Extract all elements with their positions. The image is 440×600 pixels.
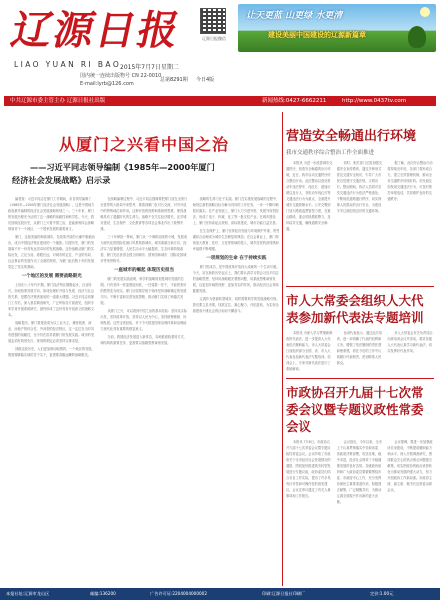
footer-bar bbox=[0, 588, 440, 600]
body-text: 战略提出，厦门要建设成为以工业为主，兼营旅游、商业、房地产的综合性、外向型的经济特区，这一定位在当时具有很强的前瞻性，至今仍在指导着厦门的发展实践。城市的发展必须有规划先行，规划的制定必须坚持实事求是。 bbox=[8, 321, 95, 343]
article-npc bbox=[286, 292, 434, 374]
body-text: 上世纪八十年代中期，厦门经济特区刚刚起步，百业待兴。如何找准发展方向，如何处理好开放与发展、经济与社会的关系，是摆在决策者面前的一道重大课题。习近平同志到厦门工作后，深入基层调查研究，广泛听取各方面意见，组织专家学者开展系统研究，最终形成了这份具有开创意义的战略文本。 bbox=[8, 283, 95, 317]
section-heading: 一座城市的崛起 体现历史担当 bbox=[113, 268, 175, 273]
column-divider bbox=[282, 112, 283, 586]
issue-number: 总第8291期 bbox=[160, 77, 188, 83]
ad-banner[interactable] bbox=[238, 4, 436, 52]
sponsor-line: 中共辽源市委主管主办 辽源日报社出版 bbox=[10, 98, 106, 104]
lead-article bbox=[8, 112, 280, 357]
news-hotline: 新闻热线:0427-6662211 bbox=[262, 98, 327, 104]
masthead-info bbox=[80, 72, 300, 88]
article-traffic-body bbox=[286, 160, 434, 276]
footer-ad-license: 广告许可证:2204004000002 bbox=[150, 591, 207, 596]
tree-icon bbox=[408, 26, 426, 48]
article-cppcc bbox=[286, 384, 434, 589]
masthead bbox=[0, 0, 440, 118]
article-traffic bbox=[286, 128, 434, 276]
body-text: 据了解，此次综合整治行动将持续至年底，各部门将形成合力，建立长效管理机制，推动全市交通秩序持续好转。市民朋友如发现交通违法行为，可及时拨打举报电话，共同维护良好的交通秩序。 bbox=[387, 161, 433, 201]
article-npc-body bbox=[286, 330, 434, 374]
website-link[interactable]: http://www.0437tv.com bbox=[342, 98, 407, 104]
footer-price: 定价:1.00元 bbox=[370, 591, 394, 596]
banner-slogan-1: 让天更蓝 山更绿 水更清 bbox=[246, 11, 343, 21]
body-text: 厦门的成功，是中国改革开放伟大成就的一个生动写照。今天，站在新的历史起点上，我们要认真学习领会习近平同志的战略思想，坚持用战略眼光观察问题、用系统思维谋划发展，以更加开阔的视野、更加务实的作风，推动经济社会持续健康发展。 bbox=[192, 265, 280, 293]
lead-subhead-2: 经济社会发展战略》启示录 bbox=[12, 175, 111, 185]
article-traffic-subtitle: 我市交通秩序综合整治工作全面推进 bbox=[286, 150, 375, 156]
body-text: 从厦门之兴，可以看到中国之治的基本经验：坚持从实际出发，坚持改革开放，坚持以人民为中心，坚持统筹兼顾、协调发展。这些宝贵经验，对于今天推进国家治理体系和治理能力现代化具有重要的借鉴意义。 bbox=[100, 309, 188, 331]
qr-code-label: 辽源日报微信 bbox=[202, 36, 226, 41]
contact-email: E-mail:lyrb@126.com bbox=[80, 81, 134, 87]
body-text: 会议指出，今年以来，全市上下认真贯彻落实中央和省委、省政府决策部署，攻坚克难，稳中求进，经济社会保持了平稳健康发展的良好态势。各级政协组织和广大政协委员要紧紧围绕市委、市政府中心工作，充分发挥协商民主重要渠道作用，积极建言献策，广泛凝聚共识，为推动辽源全面振兴作出新的更大贡献。 bbox=[336, 440, 382, 504]
body-text: 本报讯 为深入学习贯彻新修改的代表法，进一步提高人大代表依法履职能力，市人大常委会日前组织部分全国、省、市人大代表参加新代表法专题培训。培训会上，专家对新代表法进行了系统解读。 bbox=[286, 331, 333, 371]
newspaper-logo: 辽源日报 bbox=[7, 7, 186, 54]
article-npc-title[interactable]: 市人大常委会组织人大代表参加新代表法专题培训 bbox=[286, 293, 424, 325]
body-text: 在战略编制过程中，习近平同志强调要把厦门放在全国乃至世界的大格局中来思考，要看到厦门在对台交流、对外开放中的特殊地位和作用。这种开放的视野和系统的思维，使得战略具有了超越时代的生命力。战略不仅关注经济增长，还对城市建设、生态保护、文化教育等各项社会事业作出了统筹安排。 bbox=[100, 197, 188, 231]
body-text: 回顾这段历史，人们更加深切地感到，一个地区的发展，既需要脚踏实地的苦干实干，更需要高瞻远瞩的战略眼光。 bbox=[8, 347, 95, 357]
lead-subhead-1: ——习近平同志领导编制《1985年—2000年厦门 bbox=[30, 162, 215, 172]
publisher-code: 国内统一连续出版物号 CN 22-0010 bbox=[80, 73, 162, 79]
article-divider bbox=[286, 378, 434, 379]
masthead-redbar bbox=[4, 96, 436, 106]
lead-headline[interactable]: 从厦门之兴看中国之治 bbox=[58, 135, 229, 154]
issue-date: 2015年7月7日星期二 bbox=[120, 64, 179, 71]
section-heading: 一项规划的生命 在于持续实践 bbox=[206, 256, 267, 261]
article-divider bbox=[286, 286, 434, 287]
footer-postcode: 邮编:136200 bbox=[90, 591, 116, 596]
body-text: 参训代表表示，通过此次培训，进一步明确了代表的权利和义务，增强了依法履职的责任感和使命感，将在今后的工作中认真履行代表职责，密切联系人民群众。 bbox=[336, 331, 382, 365]
body-text: 三十年弹指一挥间，厦门从一个海防前线的小城，发展成为现代化的国际性港口风景旅游城市。城市面貌日新月异，经济实力显著增强，人民生活水平大幅提高，生态环境持续改善，厦门先后获得全国文明城市、国家园林城市、国际花园城市等荣誉称号。 bbox=[100, 235, 188, 263]
body-text: 辽源作为资源转型城市，同样需要科学的发展战略引领。我们要立足市情，找准定位，凝心聚力，开拓进取，为实现全面建成小康社会的目标而不懈奋斗。 bbox=[192, 297, 280, 313]
body-text: 厦门，这座美丽的海滨城市，在改革开放的大潮中脱颖而出，成为中国经济特区建设的一个缩影。回望历史，厦门的发展离不开一份具有远见卓识的发展战略。这份战略从厦门的实际出发，立足当前，着眼长远，对城市的定位、产业的布局、社会事业的发展作出了全面的规划，为厦门此后数十年的发展奠定了坚实的基础。 bbox=[8, 235, 95, 269]
body-text: 在生态保护上，厦门坚持经济发展与环境保护并重，筼筜湖综合治理成为城市生态修复的典范；在社会事业上，厦门持续加大教育、医疗、文化等领域的投入，城乡居民的获得感和幸福感不断增强。 bbox=[192, 229, 280, 251]
body-text: 当前，我国经济发展进入新常态，各地都面临着转方式、调结构的重要任务，更需要以战略思维谋划发展。 bbox=[100, 335, 188, 345]
lead-body-columns bbox=[8, 196, 280, 586]
article-traffic-title[interactable]: 营造安全畅通出行环境 bbox=[286, 129, 417, 144]
page-count: 今日4版 bbox=[196, 77, 215, 83]
footer-address: 本报社址:辽源市龙山区 bbox=[6, 591, 50, 596]
body-text: 市人大常委会有关负责同志出席培训会议并讲话，要求各级人大代表认真学习新代表法，切实发挥好代表作用。 bbox=[387, 331, 433, 353]
section-heading: 一个地区的发展 需要战略眼光 bbox=[21, 274, 82, 279]
body-text: 同时，相关部门还将加强交通安全宣传教育，通过多种形式普及交通安全知识，引导广大市民自觉遵守交通法规，文明出行。整治期间，执法人员将对各类交通违法行为依法严格查处，不断规范道路通行秩序，切实保障人民群众的出行安全，为建设平安辽源创造良好的交通环境。 bbox=[336, 161, 382, 213]
body-text: 战略的生命力在于实践。厦门在实施发展战略的过程中，始终注重把战略目标分解为具体的工作任务，一步一个脚印地抓好落实。在产业发展上，厦门大力引进外资，发展外向型经济，形成了电子、机械、化工等一批支柱产业；在城市建设上，厦门坚持高起点规划、高标准建设，城市功能日益完善。 bbox=[192, 197, 280, 225]
article-cppcc-title[interactable]: 市政协召开九届十七次常委会议暨专题议政性常委会议 bbox=[286, 385, 424, 434]
footer-printer: 印刷:辽源日报社印刷厂 bbox=[262, 591, 306, 596]
banner-slogan-2: 建设美丽中国建设的辽源新篇章 bbox=[268, 31, 366, 39]
lead-column-2 bbox=[100, 196, 187, 586]
article-cppcc-body bbox=[286, 439, 434, 589]
body-text: 会议强调，要进一步加强政协自身建设，不断提高履职能力和水平，深入开展调查研究，围绕群众关心的热点难点问题建言献策，切实把政协的政治优势转化为推动发展的强大动力，努力开创政协工作新局面。市政协主席、副主席、秘书长及常委出席会议。 bbox=[387, 440, 433, 492]
qr-code-icon[interactable] bbox=[200, 8, 226, 34]
logo-pinyin: LIAO YUAN RI BAO bbox=[14, 60, 122, 69]
body-text: 厦门的发展实践表明，科学的战略规划是城市发展的总纲。只有坚持一张蓝图绘到底，一任接着一任干，才能把美好的愿景变为现实。厦门历届领导班子始终坚持战略确定的发展方向，不断丰富和完善发展思路，推动厦门实现了跨越式发展。 bbox=[100, 277, 187, 305]
lead-column-1 bbox=[8, 196, 95, 586]
body-text: 本报讯 为进一步改善城市交通秩序，营造安全畅通的出行环境，近日，我市启动交通秩序综合整治行动。此次整治以查处机动车违法停车、闯红灯、超速行驶以及行人、非机动车闯红灯等交通违法行为为重点，全面提升城市交通管理水平。公安交警部门加大路面巡逻管控力度，在重点路段、重点时段增派警力，及时疏导交通，确保道路安全畅通。 bbox=[286, 161, 333, 231]
body-text: 编者按：习近平同志在厦门工作期间，亲自领导编制了《1985年—2000年厦门经济社会发展战略》，这是中国地方政府最早编制的经济社会发展战略规划之一。三十年来，厦门的发展历程充分证明了这一战略的前瞻性和科学性。今天，我们回顾这段历史，从厦门之兴看中国之治，更能深刻体会战略规划对于一个地区、一个国家发展的重要意义。 bbox=[8, 197, 95, 231]
lead-column-3 bbox=[193, 196, 280, 586]
body-text: 本报讯 7月6日，市政协召开九届十七次常委会议暨专题议政性常委会议。会议听取了市政府关于全市经济社会发展情况的通报，围绕加快推进我市转型发展进行专题议政，政协委员们结合各自工作实际，提出了许多具有针对性和可操作性的意见建议。会议还审议通过了有关人事事项和工作报告。 bbox=[286, 440, 331, 498]
sun-icon bbox=[420, 7, 430, 17]
